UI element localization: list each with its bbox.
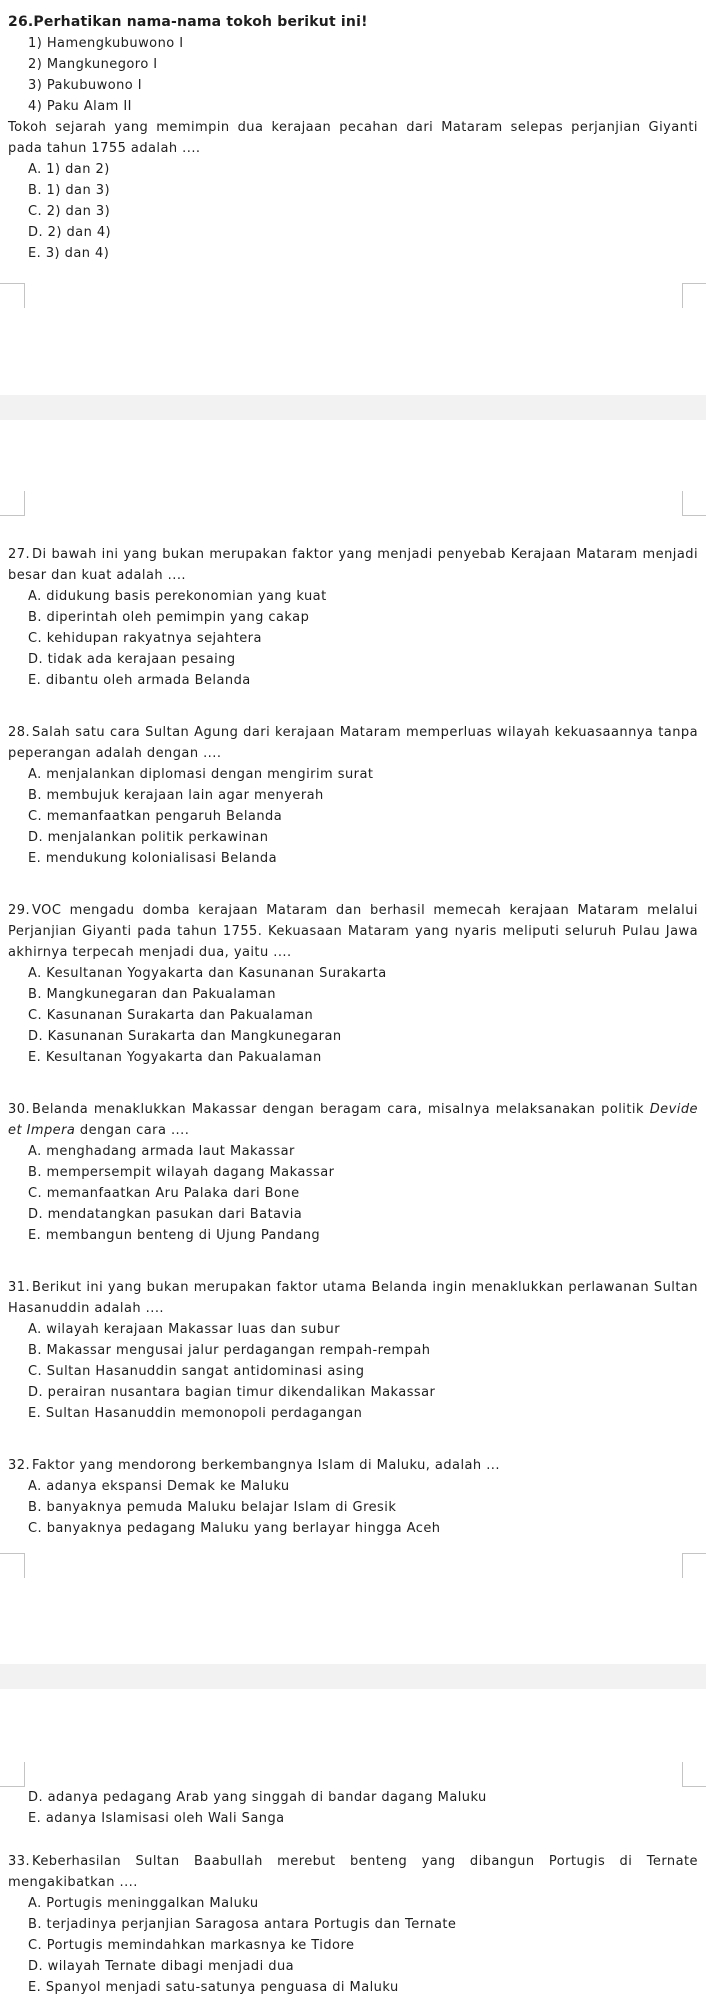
question-stem: 28. Salah satu cara Sultan Agung dari kerajaan Mataram memperluas wilayah kekuasaannya tanpa peperangan adalah dengan ....	[8, 725, 698, 761]
question-number: 28.	[8, 725, 31, 740]
option-d: D. menjalankan politik perkawinan	[28, 830, 269, 845]
option-a: A. adanya ekspansi Demak ke Maluku	[28, 1479, 290, 1494]
option-a: A. didukung basis perekonomian yang kuat	[28, 589, 327, 604]
question-stem: 33. Keberhasilan Sultan Baabullah merebut benteng yang dibangun Portugis di Ternate mengakibatkan ....	[8, 1854, 698, 1890]
question-number: 30.	[8, 1102, 31, 1117]
question-30	[8, 1099, 698, 1246]
crop-mark	[0, 1553, 25, 1578]
question-stem: 31. Berikut ini yang bukan merupakan faktor utama Belanda ingin menaklukkan perlawanan Sultan Hasanuddin adalah ....	[8, 1280, 698, 1316]
italic-term: Devide et Impera	[8, 1102, 698, 1138]
question-31	[8, 1277, 698, 1424]
option-e: E. Spanyol menjadi satu-satunya penguasa di Maluku	[28, 1980, 399, 1995]
option-e: E. dibantu oleh armada Belanda	[28, 673, 251, 688]
question-32	[8, 1455, 698, 1539]
question-stem: 27. Di bawah ini yang bukan merupakan faktor yang menjadi penyebab Kerajaan Mataram menjadi besar dan kuat adalah ....	[8, 547, 698, 583]
question-28	[8, 722, 698, 869]
crop-mark	[0, 1762, 25, 1787]
crop-mark	[682, 1762, 706, 1787]
option-d: D. perairan nusantara bagian timur dikendalikan Makassar	[28, 1385, 436, 1400]
option-c: C. banyaknya pedagang Maluku yang berlayar hingga Aceh	[28, 1521, 441, 1536]
crop-mark	[682, 491, 706, 516]
option-d: D. adanya pedagang Arab yang singgah di bandar dagang Maluku	[28, 1790, 487, 1805]
option-e: E. Kesultanan Yogyakarta dan Pakualaman	[28, 1050, 322, 1065]
list-item: 1) Hamengkubuwono I	[28, 36, 184, 51]
option-c: C. Sultan Hasanuddin sangat antidominasi asing	[28, 1364, 365, 1379]
list-item: 3) Pakubuwono I	[28, 78, 143, 93]
question-number: 26.	[8, 14, 34, 30]
question-number: 32.	[8, 1458, 31, 1473]
option-c: C. Portugis memindahkan markasnya ke Tidore	[28, 1938, 355, 1953]
question-number: 29.	[8, 903, 31, 918]
page-gap	[0, 1664, 706, 1689]
page-gap	[0, 395, 706, 420]
question-27	[8, 544, 698, 691]
question-number: 27.	[8, 547, 31, 562]
list-item: 2) Mangkunegoro I	[28, 57, 158, 72]
option-c: C. memanfaatkan pengaruh Belanda	[28, 809, 283, 824]
option-e: E. adanya Islamisasi oleh Wali Sanga	[28, 1811, 285, 1826]
option-a: A. wilayah kerajaan Makassar luas dan subur	[28, 1322, 341, 1337]
option-b: B. Mangkunegaran dan Pakualaman	[28, 987, 276, 1002]
question-33	[8, 1851, 698, 1998]
option-d: D. Kasunanan Surakarta dan Mangkunegaran	[28, 1029, 342, 1044]
option-a: A. 1) dan 2)	[28, 162, 110, 177]
question-stem: Tokoh sejarah yang memimpin dua kerajaan pecahan dari Mataram selepas perjanjian Giyanti pada tahun 1755 adalah ....	[8, 120, 698, 156]
question-number: 33.	[8, 1854, 31, 1869]
option-d: D. wilayah Ternate dibagi menjadi dua	[28, 1959, 295, 1974]
option-b: B. terjadinya perjanjian Saragosa antara Portugis dan Ternate	[28, 1917, 457, 1932]
question-26	[8, 12, 698, 264]
option-b: B. 1) dan 3)	[28, 183, 110, 198]
option-c: C. kehidupan rakyatnya sejahtera	[28, 631, 262, 646]
option-b: B. membujuk kerajaan lain agar menyerah	[28, 788, 324, 803]
question-number: 31.	[8, 1280, 31, 1295]
option-c: C. 2) dan 3)	[28, 204, 111, 219]
option-e: E. membangun benteng di Ujung Pandang	[28, 1228, 321, 1243]
option-e: E. mendukung kolonialisasi Belanda	[28, 851, 277, 866]
option-b: B. diperintah oleh pemimpin yang cakap	[28, 610, 310, 625]
option-a: A. menghadang armada laut Makassar	[28, 1144, 295, 1159]
question-stem: 29. VOC mengadu domba kerajaan Mataram dan berhasil memecah kerajaan Mataram melalui Perjanjian Giyanti pada tahun 1755. Kekuasaan Mataram yang nyaris meliputi seluruh Pulau Jawa akhirnya terpecah menjadi dua, yaitu ....	[8, 903, 698, 960]
option-d: D. 2) dan 4)	[28, 225, 112, 240]
option-e: E. 3) dan 4)	[28, 246, 110, 261]
crop-mark	[0, 491, 25, 516]
crop-mark	[0, 283, 25, 308]
option-e: E. Sultan Hasanuddin memonopoli perdagangan	[28, 1406, 363, 1421]
option-d: D. mendatangkan pasukan dari Batavia	[28, 1207, 303, 1222]
crop-mark	[682, 1553, 706, 1578]
option-c: C. memanfaatkan Aru Palaka dari Bone	[28, 1186, 300, 1201]
option-a: A. Portugis meninggalkan Maluku	[28, 1896, 259, 1911]
option-c: C. Kasunanan Surakarta dan Pakualaman	[28, 1008, 314, 1023]
question-stem: 32. Faktor yang mendorong berkembangnya Islam di Maluku, adalah ...	[8, 1458, 500, 1473]
question-title: 26.Perhatikan nama-nama tokoh berikut ini!	[8, 14, 368, 30]
crop-mark	[682, 283, 706, 308]
option-d: D. tidak ada kerajaan pesaing	[28, 652, 236, 667]
question-32-continued	[8, 1787, 698, 1829]
list-item: 4) Paku Alam II	[28, 99, 132, 114]
option-b: B. banyaknya pemuda Maluku belajar Islam di Gresik	[28, 1500, 397, 1515]
option-b: B. Makassar mengusai jalur perdagangan rempah-rempah	[28, 1343, 431, 1358]
question-29	[8, 900, 698, 1068]
option-a: A. menjalankan diplomasi dengan mengirim surat	[28, 767, 374, 782]
option-a: A. Kesultanan Yogyakarta dan Kasunanan Surakarta	[28, 966, 387, 981]
question-stem: 30. Belanda menaklukkan Makassar dengan beragam cara, misalnya melaksanakan politik Devide et Impera dengan cara ....	[8, 1102, 698, 1138]
option-b: B. mempersempit wilayah dagang Makassar	[28, 1165, 335, 1180]
